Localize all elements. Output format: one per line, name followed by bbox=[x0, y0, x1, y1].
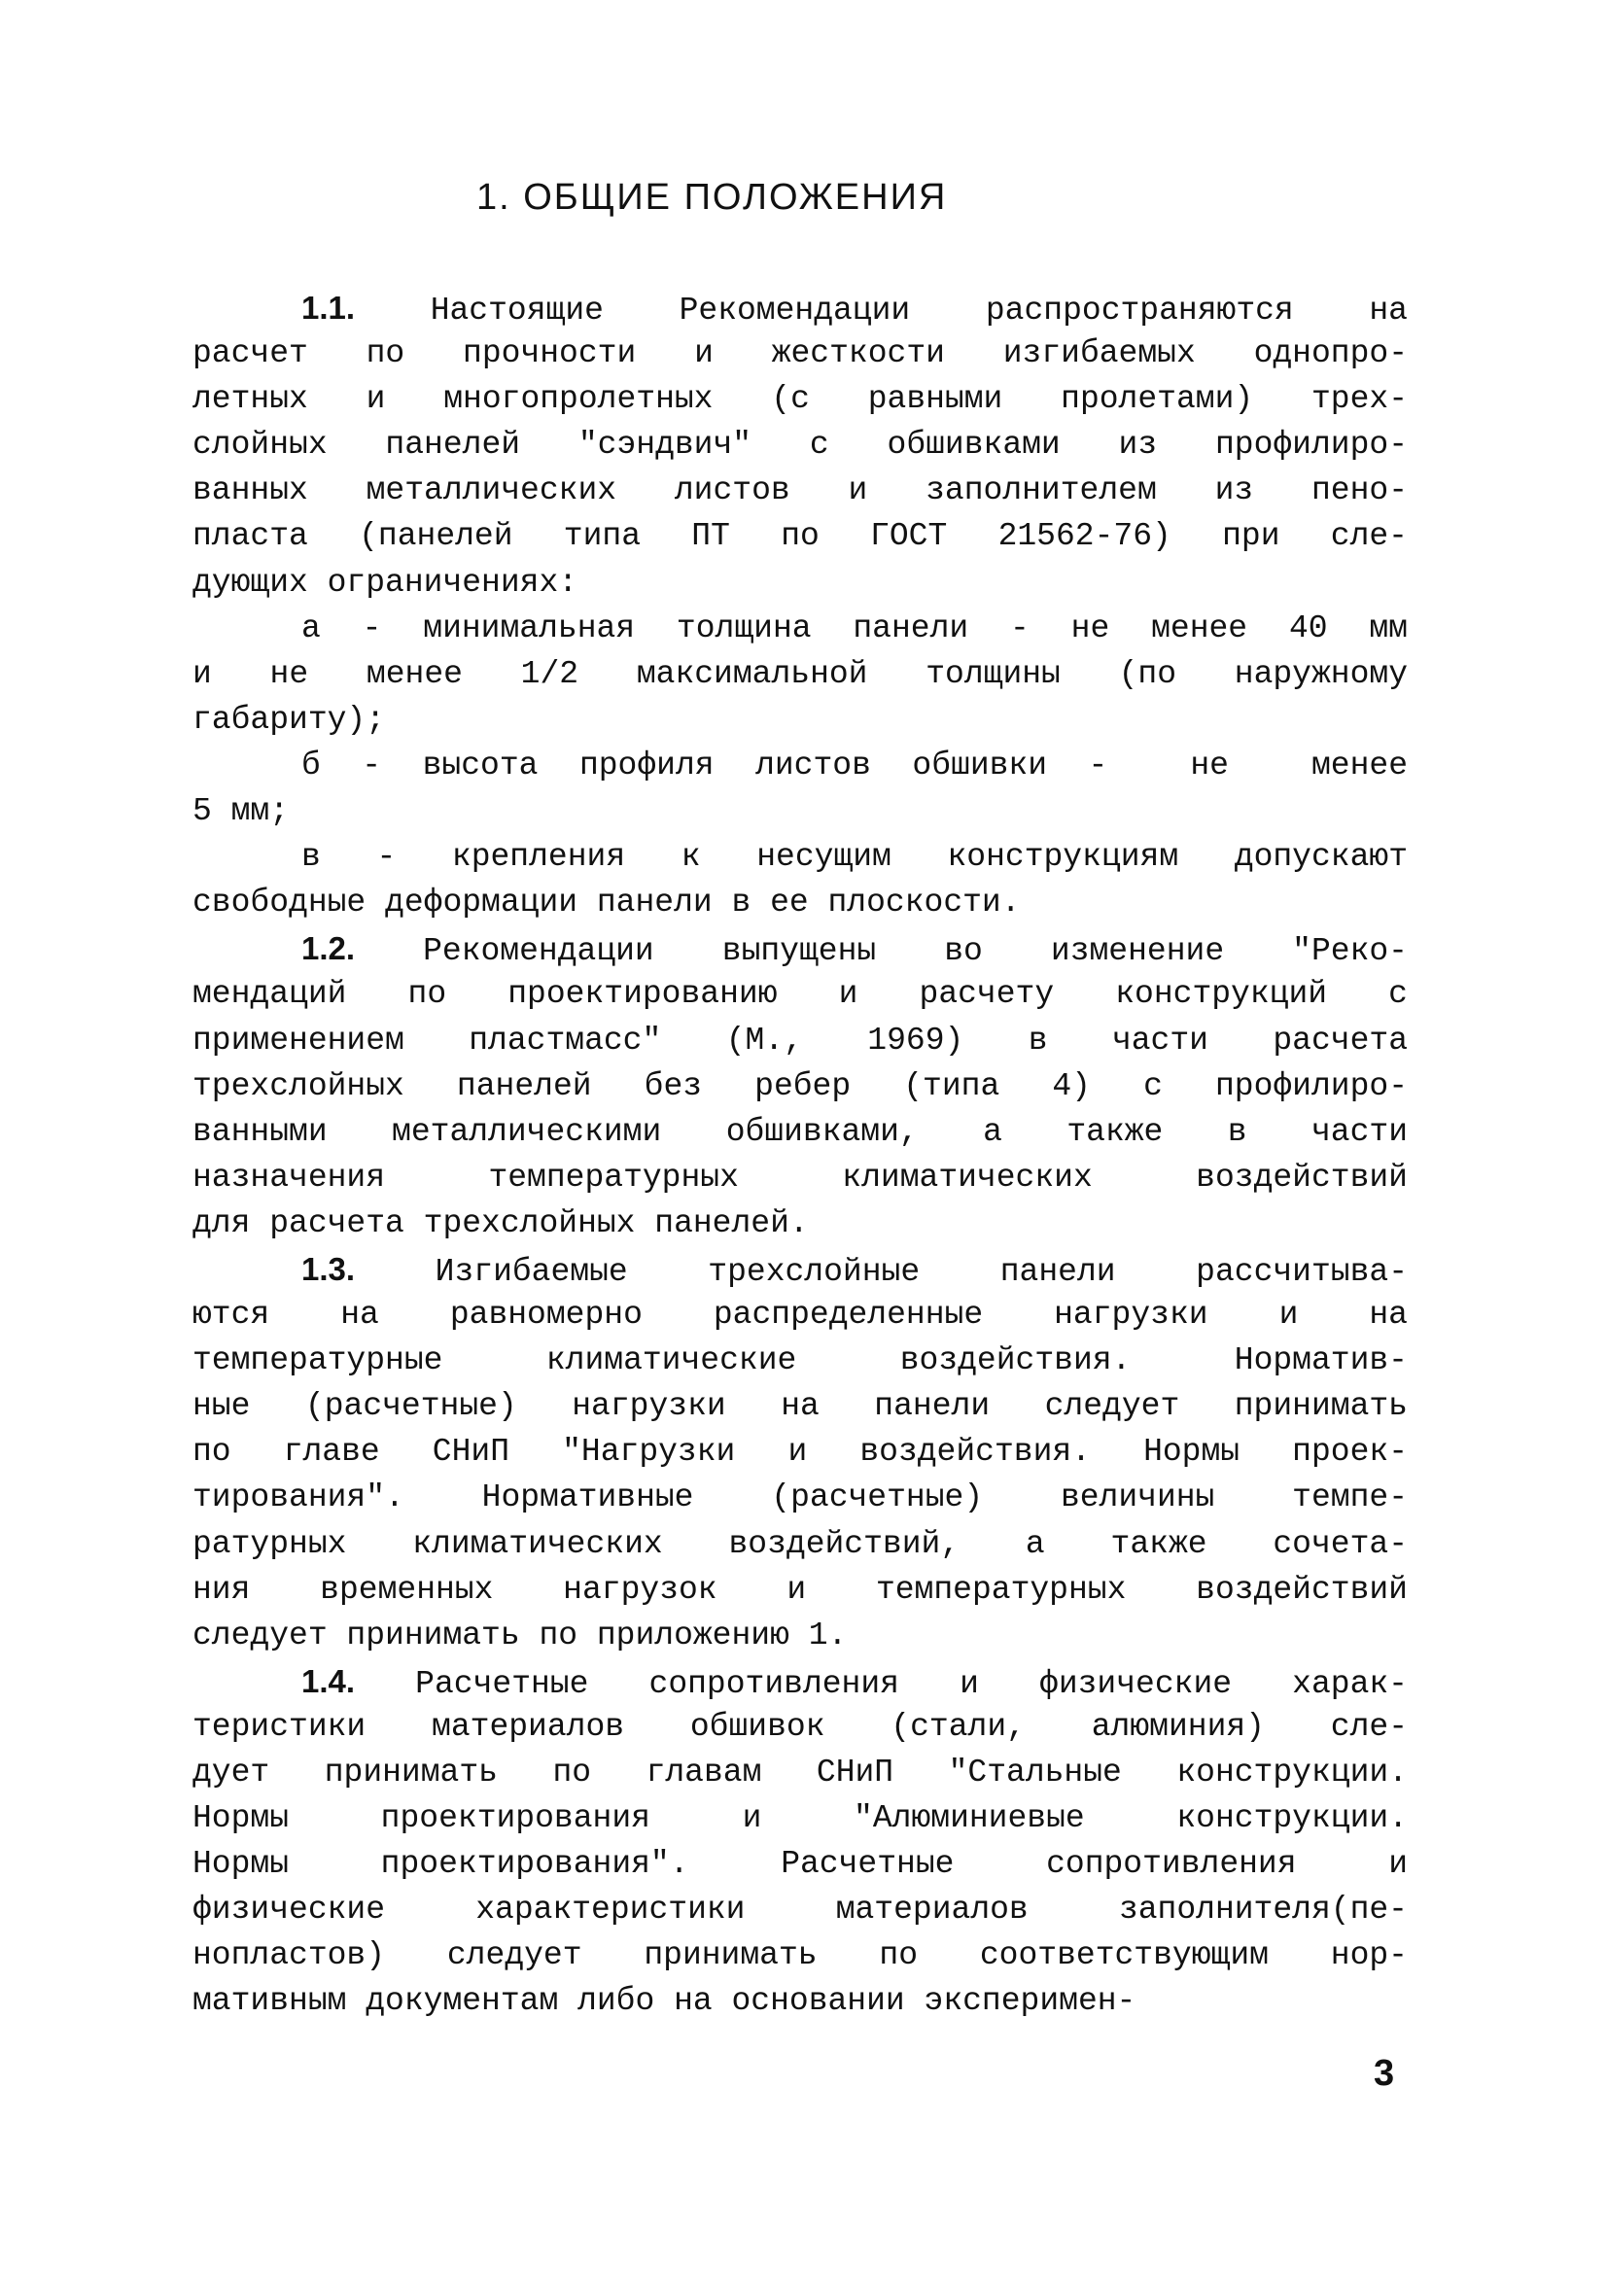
line-text: б - высота профиля листов обшивки - не менее bbox=[301, 747, 1408, 783]
line-text: по главе СНиП "Нагрузки и воздействия. Нормы проек- bbox=[192, 1434, 1408, 1471]
line-text: Рекомендации выпущены во изменение "Реко- bbox=[423, 933, 1408, 970]
paragraph bbox=[192, 1658, 1408, 2025]
line-text: в - крепления к несущим конструкциям допускают bbox=[301, 839, 1408, 876]
paragraph-number: 1.2. bbox=[301, 930, 356, 967]
line-text: теристики материалов обшивок (стали, алюминия) сле- bbox=[192, 1708, 1408, 1745]
paragraph-number: 1.3. bbox=[301, 1250, 356, 1287]
text-line bbox=[192, 1704, 1408, 1750]
text-line bbox=[192, 1521, 1408, 1567]
text-line bbox=[192, 1200, 1408, 1246]
text-line bbox=[192, 1795, 1408, 1841]
line-text: применением пластмасс" (М., 1969) в части расчета bbox=[192, 1022, 1408, 1059]
text-line bbox=[192, 1658, 1408, 1704]
line-text: Нормы проектирования и "Алюминиевые конструкции. bbox=[192, 1800, 1408, 1837]
text-line bbox=[192, 1338, 1408, 1383]
line-text: дует принимать по главам СНиП "Стальные конструкции. bbox=[192, 1755, 1408, 1791]
line-text: Изгибаемые трехслойные панели рассчитыва- bbox=[435, 1253, 1408, 1290]
text-line bbox=[192, 925, 1408, 971]
line-text: Нормы проектирования". Расчетные сопротивления и bbox=[192, 1846, 1408, 1883]
text-line bbox=[192, 788, 1408, 834]
paragraph bbox=[192, 925, 1408, 1246]
line-text: назначения температурных климатических воздействий bbox=[192, 1159, 1408, 1196]
text-line bbox=[192, 560, 1408, 606]
line-text: ния временных нагрузок и температурных воздействий bbox=[192, 1571, 1408, 1608]
line-text: нопластов) следует принимать по соответствующим нор- bbox=[192, 1937, 1408, 1974]
paragraph-number: 1.1. bbox=[301, 290, 356, 326]
line-text: ные (расчетные) нагрузки на панели следует принимать bbox=[192, 1388, 1408, 1425]
line-text: и не менее 1/2 максимальной толщины (по наружному bbox=[192, 655, 1408, 692]
line-text: следует принимать по приложению 1. bbox=[192, 1617, 848, 1653]
text-line bbox=[192, 1383, 1408, 1429]
text-line bbox=[192, 1887, 1408, 1932]
line-text: Расчетные сопротивления и физические харак- bbox=[415, 1665, 1408, 1702]
text-line bbox=[192, 1613, 1408, 1658]
text-line bbox=[192, 468, 1408, 513]
text-line bbox=[192, 330, 1408, 376]
text-line bbox=[192, 1155, 1408, 1200]
text-line bbox=[192, 971, 1408, 1017]
text-line bbox=[192, 1932, 1408, 1978]
text-line bbox=[192, 285, 1408, 330]
line-text: мативным документам либо на основании эксперимен- bbox=[192, 1983, 1136, 2020]
text-line bbox=[192, 880, 1408, 925]
line-text: физические характеристики материалов заполнителя(пе- bbox=[192, 1892, 1408, 1929]
line-text: слойных панелей "сэндвич" с обшивками из профилиро- bbox=[192, 427, 1408, 464]
line-text: а - минимальная толщина панели - не менее 40 мм bbox=[301, 609, 1408, 646]
line-text: ванных металлических листов и заполнителем из пено- bbox=[192, 472, 1408, 509]
text-line bbox=[192, 1978, 1408, 2024]
text-line bbox=[192, 651, 1408, 697]
line-text: расчет по прочности и жесткости изгибаемых однопро- bbox=[192, 335, 1408, 372]
line-text: тирования". Нормативные (расчетные) величины темпе- bbox=[192, 1479, 1408, 1516]
line-text: дующих ограничениях: bbox=[192, 564, 578, 601]
line-text: ются на равномерно распределенные нагрузки и на bbox=[192, 1297, 1408, 1334]
line-text: трехслойных панелей без ребер (типа 4) с профилиро- bbox=[192, 1067, 1408, 1104]
text-line bbox=[192, 1292, 1408, 1338]
text-line bbox=[192, 1018, 1408, 1063]
section-heading: 1. ОБЩИЕ ПОЛОЖЕНИЯ bbox=[476, 177, 948, 218]
paragraph bbox=[192, 743, 1408, 834]
line-text: летных и многопролетных (с равными пролетами) трех- bbox=[192, 381, 1408, 418]
text-line bbox=[192, 1475, 1408, 1520]
line-text: пласта (панелей типа ПТ по ГОСТ 21562-76) при сле- bbox=[192, 518, 1408, 555]
text-line bbox=[192, 834, 1408, 880]
line-text: 5 мм; bbox=[192, 793, 290, 830]
text-line bbox=[192, 1063, 1408, 1109]
paragraph bbox=[192, 606, 1408, 743]
paragraph bbox=[192, 1246, 1408, 1658]
text-line bbox=[192, 1429, 1408, 1475]
text-line bbox=[192, 1750, 1408, 1795]
text-line bbox=[192, 1841, 1408, 1887]
paragraph-number: 1.4. bbox=[301, 1662, 356, 1699]
text-line bbox=[192, 606, 1408, 651]
line-text: свободные деформации панели в ее плоскости. bbox=[192, 885, 1021, 922]
text-line bbox=[192, 513, 1408, 559]
text-line bbox=[192, 376, 1408, 422]
line-text: температурные климатические воздействия. Норматив- bbox=[192, 1342, 1408, 1379]
line-text: габариту); bbox=[192, 701, 386, 738]
text-line bbox=[192, 1246, 1408, 1292]
text-line bbox=[192, 422, 1408, 468]
text-line bbox=[192, 743, 1408, 788]
page-number: 3 bbox=[1374, 2053, 1395, 2094]
body-text bbox=[192, 285, 1408, 2025]
line-text: ванными металлическими обшивками, а также в части bbox=[192, 1113, 1408, 1150]
line-text: Настоящие Рекомендации распространяются на bbox=[430, 293, 1408, 329]
line-text: мендаций по проектированию и расчету конструкций с bbox=[192, 976, 1408, 1013]
text-line bbox=[192, 697, 1408, 743]
paragraph bbox=[192, 834, 1408, 925]
text-line bbox=[192, 1567, 1408, 1613]
line-text: для расчета трехслойных панелей. bbox=[192, 1204, 809, 1241]
line-text: ратурных климатических воздействий, а также сочета- bbox=[192, 1525, 1408, 1562]
paragraph bbox=[192, 285, 1408, 606]
text-line bbox=[192, 1109, 1408, 1155]
